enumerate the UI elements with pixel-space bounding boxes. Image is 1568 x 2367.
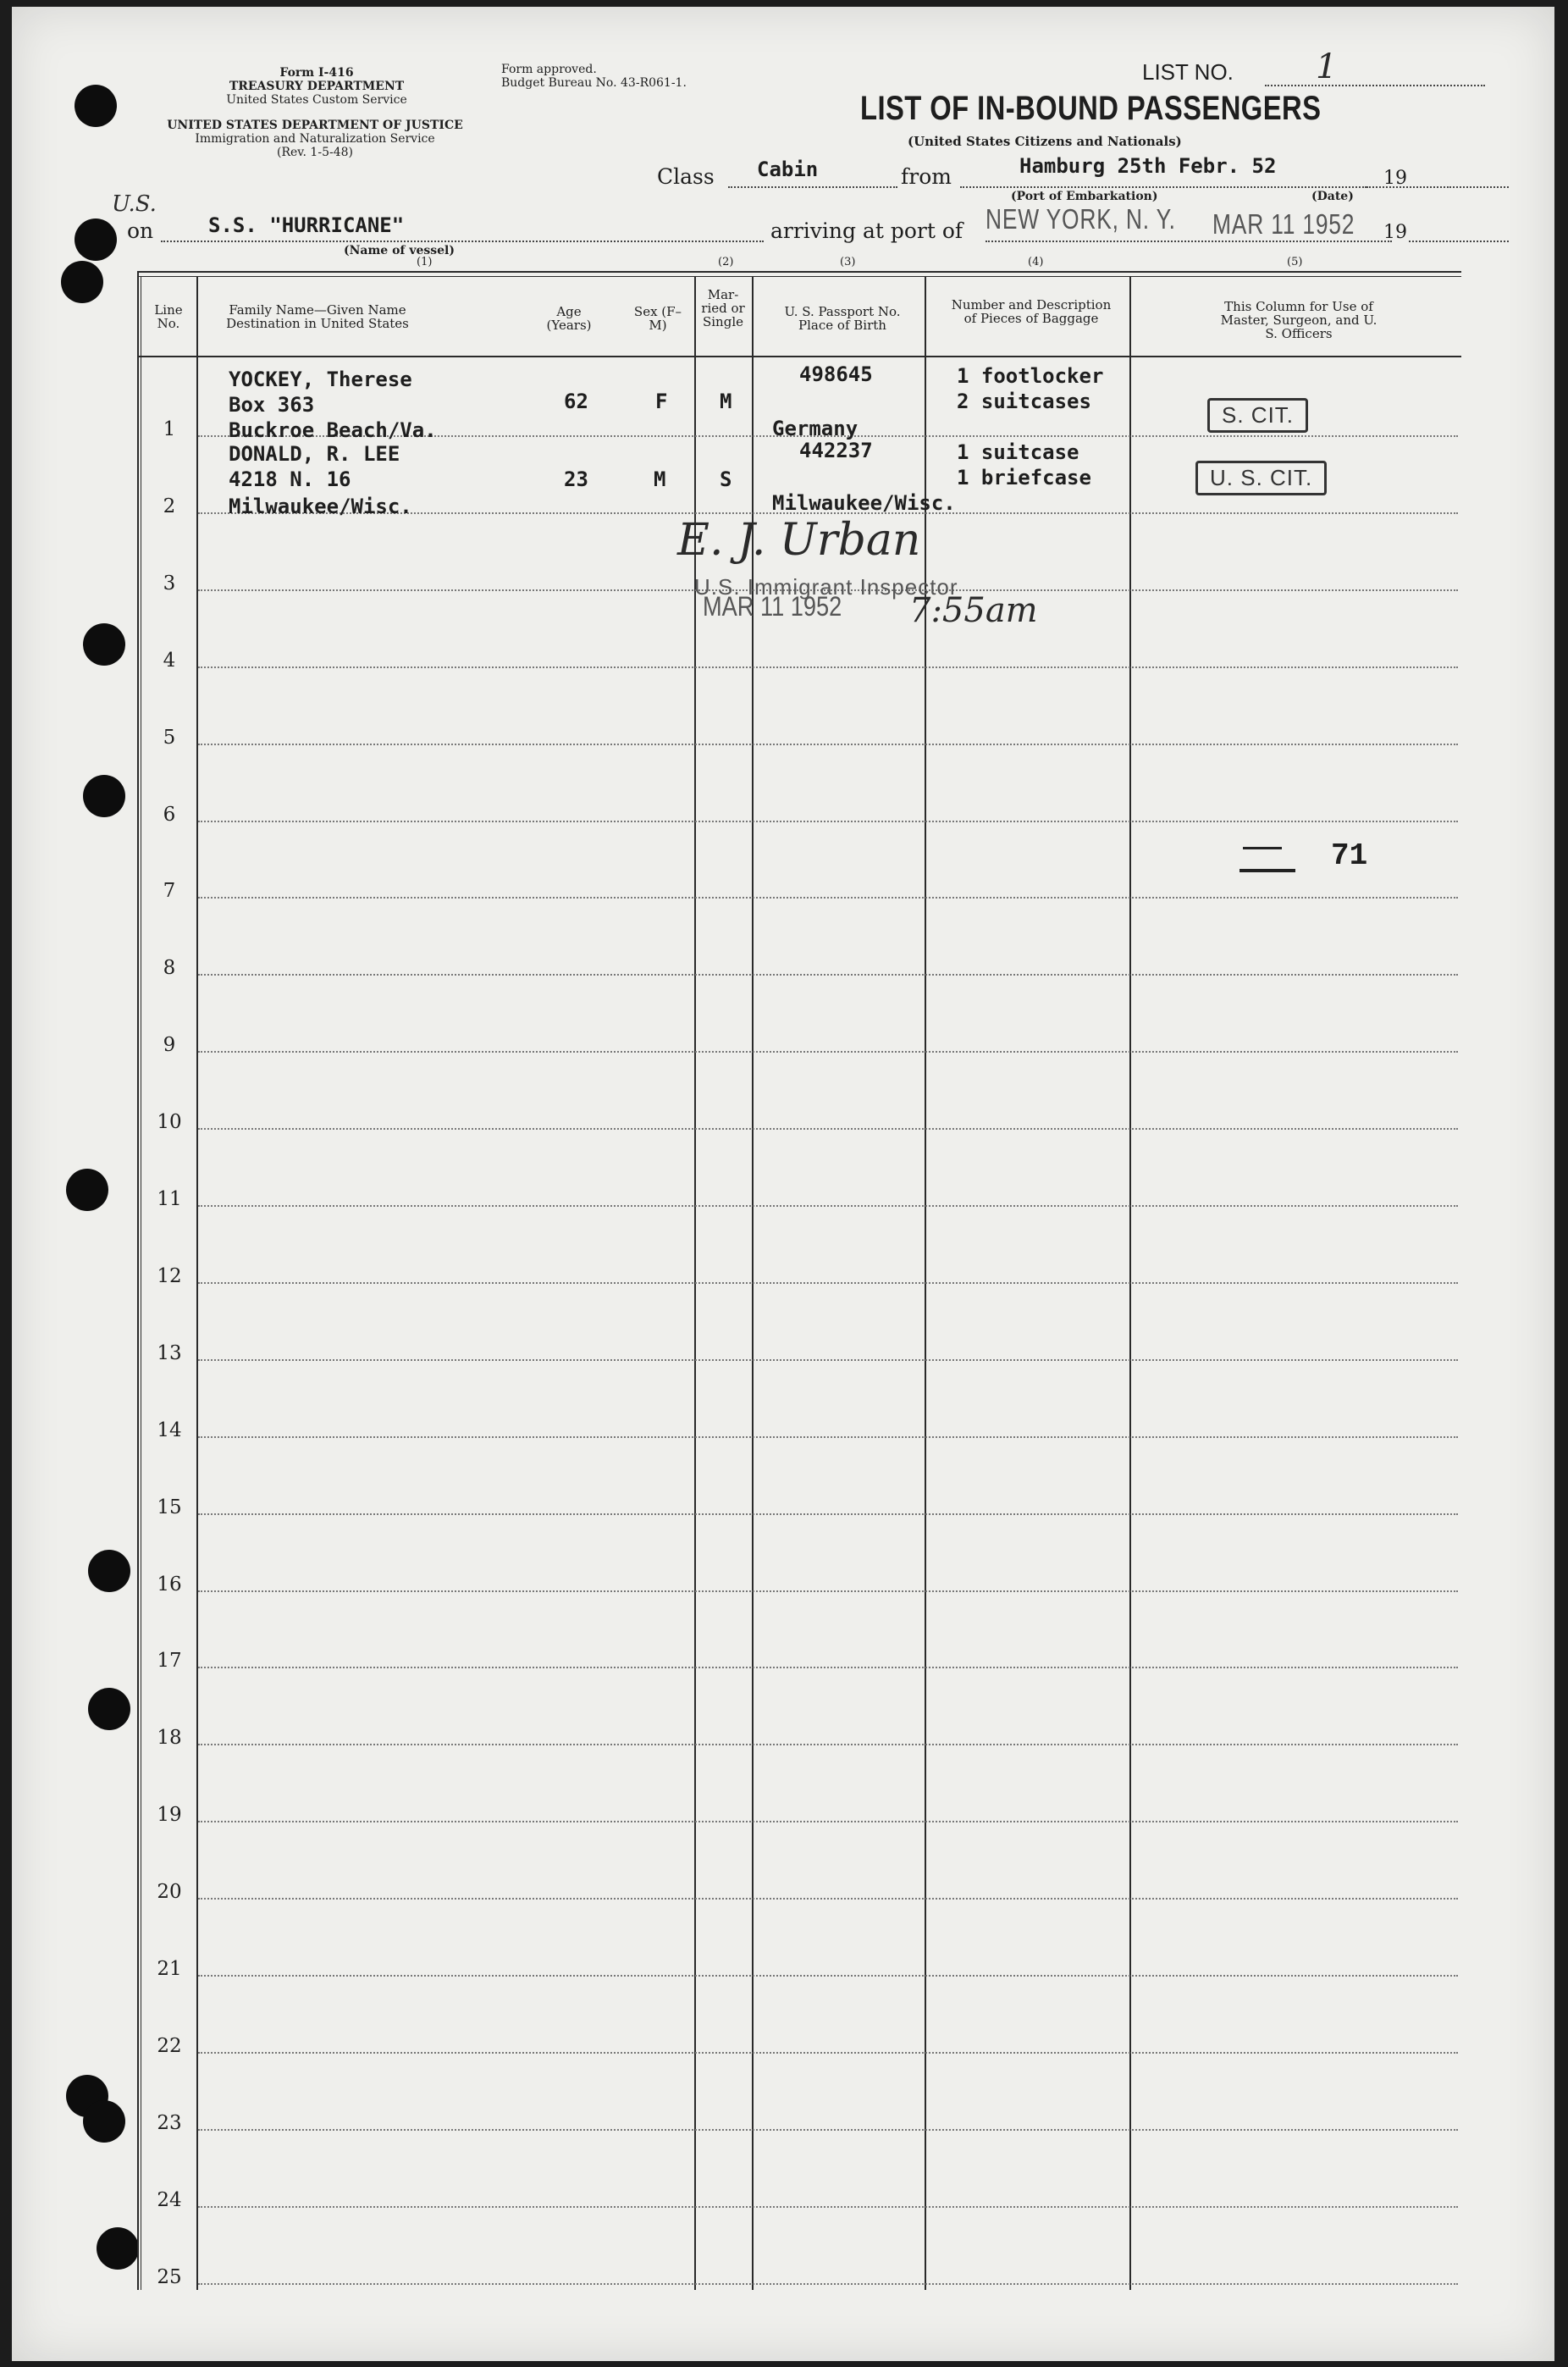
column-header-age: Age (Years) (546, 304, 592, 333)
row-dotted-line (198, 1821, 1458, 1822)
line-number: 13 (157, 1341, 182, 1364)
passenger-marital: S (720, 467, 732, 491)
revision-line: (Rev. 1-5-48) (277, 146, 353, 159)
justice-block (129, 119, 501, 159)
line-number: 22 (157, 2034, 182, 2057)
arrival-date-stamp: MAR 11 1952 (1212, 208, 1355, 240)
line-number: 5 (163, 726, 176, 749)
list-no-line (1265, 85, 1485, 86)
line-number: 10 (157, 1111, 182, 1134)
department-line: United States Custom Service (226, 93, 407, 107)
punch-hole (88, 1550, 130, 1592)
passenger-name: YOCKEY, Therese (229, 368, 412, 391)
citizenship-stamp: U. S. CIT. (1195, 461, 1327, 495)
row-dotted-line (198, 1513, 1458, 1515)
passenger-marital: M (720, 390, 732, 413)
line-number: 20 (157, 1881, 182, 1904)
column-header-married: Mar-ried or Single (701, 287, 745, 329)
on-label: on (127, 218, 154, 243)
passenger-sex: F (655, 390, 668, 413)
year-prefix: 19 (1383, 222, 1407, 243)
line-number: 25 (157, 2265, 182, 2288)
line-number: 15 (157, 1496, 182, 1518)
punch-hole (83, 775, 125, 817)
column-header-passport: U. S. Passport No. Place of Birth (784, 304, 901, 333)
on-annotation: U.S. (112, 191, 157, 217)
row-dotted-line (198, 1975, 1458, 1977)
department-line: UNITED STATES DEPARTMENT OF JUSTICE (167, 119, 463, 132)
punch-hole (75, 85, 117, 127)
date-caption: (Date) (1311, 190, 1354, 203)
arriving-label: arriving at port of (770, 218, 963, 243)
column-number: (2) (718, 256, 734, 268)
passenger-address: Milwaukee/Wisc. (229, 495, 412, 518)
passenger-baggage: 1 briefcase (957, 466, 1091, 489)
row-dotted-line (198, 1590, 1458, 1592)
row-dotted-line (198, 1744, 1458, 1745)
inspector-title: U.S. Immigrant Inspector (694, 574, 958, 600)
row-dotted-line (198, 1667, 1458, 1668)
tally-dash (1239, 869, 1295, 872)
class-line (728, 186, 897, 188)
table-top-border (137, 276, 1461, 277)
row-dotted-line (198, 666, 1458, 668)
class-label: Class (657, 164, 715, 189)
passenger-age: 62 (564, 390, 588, 413)
punch-hole (83, 623, 125, 666)
line-number: 2 (163, 495, 176, 517)
line-number: 16 (157, 1573, 182, 1596)
punch-hole (88, 1688, 130, 1730)
passenger-address: Box 363 (229, 393, 315, 417)
line-number: 19 (157, 1804, 182, 1827)
row-dotted-line (198, 744, 1458, 745)
passenger-sex: M (654, 467, 666, 491)
from-label: from (901, 164, 952, 189)
column-header-officers: This Column for Use of Master, Surgeon, and U. S. Officers (1220, 299, 1378, 341)
line-number: 3 (163, 572, 176, 595)
line-number: 8 (163, 957, 176, 980)
column-number: (5) (1287, 256, 1303, 268)
approval-line: Budget Bureau No. 43-R061-1. (501, 76, 687, 90)
tally-dash (1243, 847, 1282, 849)
line-number: 18 (157, 1727, 182, 1750)
row-dotted-line (198, 1205, 1458, 1207)
line-number: 17 (157, 1650, 182, 1673)
document-page (12, 7, 1554, 2361)
table-left-border (137, 271, 139, 2290)
year-line (1409, 241, 1509, 242)
form-id-block (207, 66, 427, 107)
row-dotted-line (198, 821, 1458, 822)
punch-hole (66, 1169, 108, 1211)
passenger-baggage: 1 footlocker (957, 364, 1104, 388)
row-dotted-line (198, 2206, 1458, 2208)
year-prefix: 19 (1383, 168, 1407, 189)
passenger-baggage: 1 suitcase (957, 440, 1079, 464)
inspector-signature: E. J. Urban (677, 515, 921, 566)
passenger-name: DONALD, R. LEE (229, 442, 400, 466)
list-no-value: 1 (1316, 47, 1338, 86)
line-number: 14 (157, 1419, 182, 1441)
row-dotted-line (198, 1359, 1458, 1361)
department-line: Immigration and Naturalization Service (195, 132, 435, 146)
row-dotted-line (198, 1436, 1458, 1438)
class-value: Cabin (757, 158, 819, 181)
passenger-baggage: 2 suitcases (957, 390, 1091, 413)
punch-hole (61, 261, 103, 303)
line-number: 23 (157, 2111, 182, 2134)
approval-block (501, 63, 687, 90)
row-dotted-line (198, 1898, 1458, 1900)
row-dotted-line (198, 2052, 1458, 2054)
punch-hole (75, 218, 117, 261)
column-number: (1) (417, 256, 433, 268)
line-number: 1 (163, 418, 176, 440)
punch-hole (97, 2227, 139, 2270)
passenger-birthplace: Milwaukee/Wisc. (772, 491, 956, 515)
vessel-value: S.S. "HURRICANE" (208, 213, 405, 237)
year-line (1449, 186, 1509, 188)
arrival-port-stamp: NEW YORK, N. Y. (986, 203, 1176, 235)
passenger-birthplace: Germany (772, 417, 859, 440)
form-id: Form I-416 (279, 66, 354, 80)
passenger-age: 23 (564, 467, 588, 491)
row-dotted-line (198, 2283, 1458, 2285)
row-dotted-line (198, 2129, 1458, 2131)
line-number: 24 (157, 2188, 182, 2211)
column-number: (4) (1028, 256, 1044, 268)
inspector-date-stamp: MAR 11 1952 (703, 591, 842, 622)
row-dotted-line (198, 1051, 1458, 1053)
line-number: 11 (157, 1188, 182, 1210)
line-number: 7 (163, 880, 176, 903)
line-number: 9 (163, 1034, 176, 1057)
line-number: 12 (157, 1264, 182, 1287)
date-line (1366, 186, 1451, 188)
table-top-border (137, 271, 1461, 273)
row-dotted-line (198, 1128, 1458, 1130)
list-no-label: LIST NO. (1142, 59, 1234, 85)
citizenship-stamp: S. CIT. (1207, 398, 1308, 433)
inspector-time: 7:55am (909, 591, 1038, 630)
from-line (960, 186, 1366, 188)
page-subtitle: (United States Citizens and Nationals) (908, 134, 1182, 149)
passenger-address: 4218 N. 16 (229, 467, 351, 491)
punch-hole (83, 2100, 125, 2143)
column-header-name: Family Name—Given Name Destination in United States (226, 302, 409, 331)
row-dotted-line (198, 897, 1458, 899)
vessel-caption: (Name of vessel) (344, 244, 455, 257)
approval-line: Form approved. (501, 63, 597, 76)
passenger-passport: 498645 (799, 362, 873, 386)
column-header-line-no: Line No. (154, 302, 183, 331)
row-dotted-line (198, 1282, 1458, 1284)
arrival-line (986, 241, 1392, 242)
table-header-border (137, 356, 1461, 357)
passenger-passport: 442237 (799, 439, 873, 462)
column-header-baggage: Number and Description of Pieces of Baggage (951, 297, 1112, 326)
row-dotted-line (198, 974, 1458, 976)
embark-caption: (Port of Embarkation) (1011, 190, 1158, 203)
tally-number: 71 (1331, 838, 1368, 873)
line-number: 4 (163, 649, 176, 672)
department-line: TREASURY DEPARTMENT (229, 80, 405, 93)
passenger-address: Buckroe Beach/Va. (229, 418, 437, 442)
column-number: (3) (840, 256, 856, 268)
column-header-sex: Sex (F–M) (633, 304, 682, 333)
line-number: 6 (163, 803, 176, 826)
from-value: Hamburg 25th Febr. 52 (1019, 154, 1277, 178)
line-number: 21 (157, 1958, 182, 1980)
vessel-line (161, 241, 764, 242)
page-title: LIST OF IN-BOUND PASSENGERS (860, 90, 1322, 127)
